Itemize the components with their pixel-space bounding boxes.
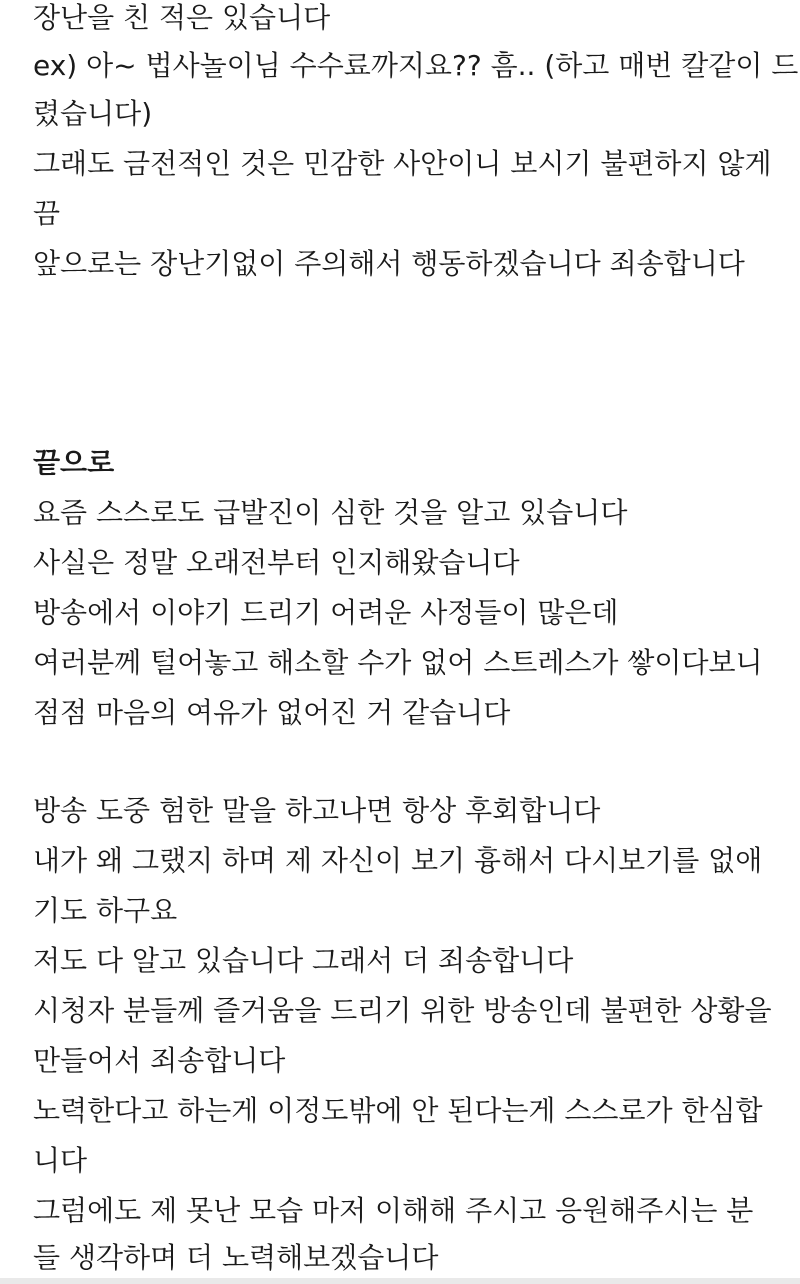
text-line: 요즘 스스로도 급발진이 심한 것을 알고 있습니다 [33,496,628,529]
text-line: 점점 마음의 여유가 없어진 거 같습니다 [33,696,511,729]
text-line: 만들어서 죄송합니다 [33,1044,286,1077]
text-line: 여러분께 털어놓고 해소할 수가 없어 스트레스가 쌓이다보니 [33,646,763,679]
text-line: 끔 [33,197,61,230]
text-line: 저도 다 알고 있습니다 그래서 더 죄송합니다 [33,944,574,977]
text-line: 들 생각하며 더 노력해보겠습니다 [33,1241,439,1274]
text-line: 내가 왜 그랬지 하며 제 자신이 보기 흉해서 다시보기를 없애 [33,844,763,877]
text-line: 방송에서 이야기 드리기 어려운 사정들이 많은데 [33,596,619,629]
text-line: 방송 도중 험한 말을 하고나면 항상 후회합니다 [33,794,601,827]
section-heading: 끝으로 [33,446,115,479]
text-line: 앞으로는 장난기없이 주의해서 행동하겠습니다 죄송합니다 [33,247,745,280]
text-line: 그래도 금전적인 것은 민감한 사안이니 보시기 불편하지 않게 [33,147,772,180]
text-line: 니다 [33,1144,88,1177]
text-line: ex) 아~ 법사놀이님 수수료까지요?? 흠.. (하고 매번 칼같이 드 [33,49,799,82]
text-line: 기도 하구요 [33,894,178,927]
text-line: 렸습니다) [33,97,153,130]
text-line: 그럼에도 제 못난 모습 마저 이해해 주시고 응원해주시는 분 [33,1194,754,1227]
text-line: 시청자 분들께 즐거움을 드리기 위한 방송인데 불편한 상황을 [33,994,772,1027]
text-line: 장난을 친 적은 있습니다 [33,1,331,34]
text-line: 사실은 정말 오래전부터 인지해왔습니다 [33,546,520,579]
bottom-divider [0,1278,800,1284]
text-line: 노력한다고 하는게 이정도밖에 안 된다는게 스스로가 한심합 [33,1094,763,1127]
